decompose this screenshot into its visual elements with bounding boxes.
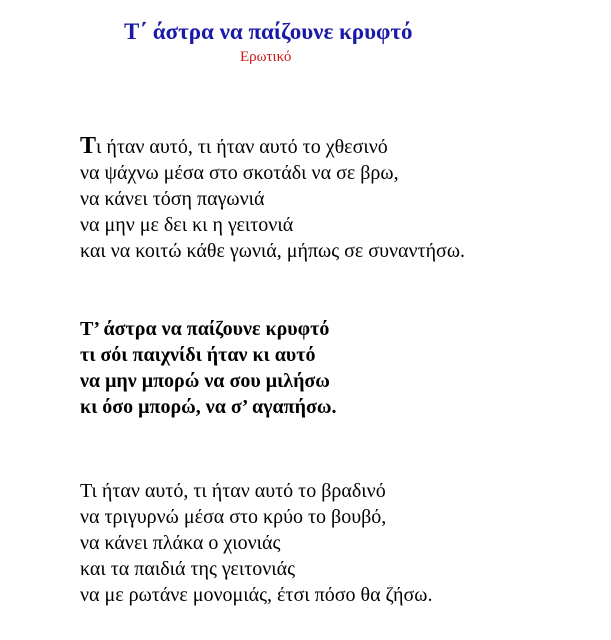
stanza-1-line-5: και να κοιτώ κάθε γωνιά, μήπως σε συναντήσω.	[80, 240, 465, 262]
stanza-1-line-2: να ψάχνω μέσα στο σκοτάδι να σε βρω,	[80, 162, 399, 184]
stanza-3-line-4: και τα παιδιά της γειτονιάς	[80, 558, 296, 580]
stanza-2-line-2: τι σόι παιχνίδι ήταν κι αυτό	[80, 344, 316, 366]
stanza-1-initial-letter: Τ	[80, 133, 97, 159]
stanza-1-line-4: να μην με δει κι η γειτονιά	[80, 214, 294, 236]
stanza-1	[80, 133, 465, 264]
stanza-2-line-1: Τ’ άστρα να παίζουνε κρυφτό	[80, 318, 330, 340]
stanza-1-line-3: να κάνει τόση παγωνιά	[80, 188, 265, 210]
stanza-3-line-3: να κάνει πλάκα ο χιονιάς	[80, 532, 281, 554]
stanza-2-line-3: να μην μπορώ να σου μιλήσω	[80, 370, 330, 392]
stanza-3-line-5: να με ρωτάνε μονομιάς, έτσι πόσο θα ζήσω.	[80, 584, 433, 606]
stanza-3	[80, 478, 432, 608]
poem-title: Τ΄ άστρα να παίζουνε κρυφτό	[124, 19, 413, 44]
stanza-3-line-1: Τι ήταν αυτό, τι ήταν αυτό το βραδινό	[80, 480, 386, 502]
stanza-2-refrain	[80, 316, 336, 420]
stanza-3-line-2: να τριγυρνώ μέσα στο κρύο το βουβό,	[80, 506, 387, 528]
stanza-2-line-4: κι όσο μπορώ, να σ’ αγαπήσω.	[80, 396, 337, 418]
stanza-1-line-1: Τι ήταν αυτό, τι ήταν αυτό το χθεσινό	[80, 133, 388, 159]
poem-genre-label: Ερωτικό	[240, 49, 292, 65]
